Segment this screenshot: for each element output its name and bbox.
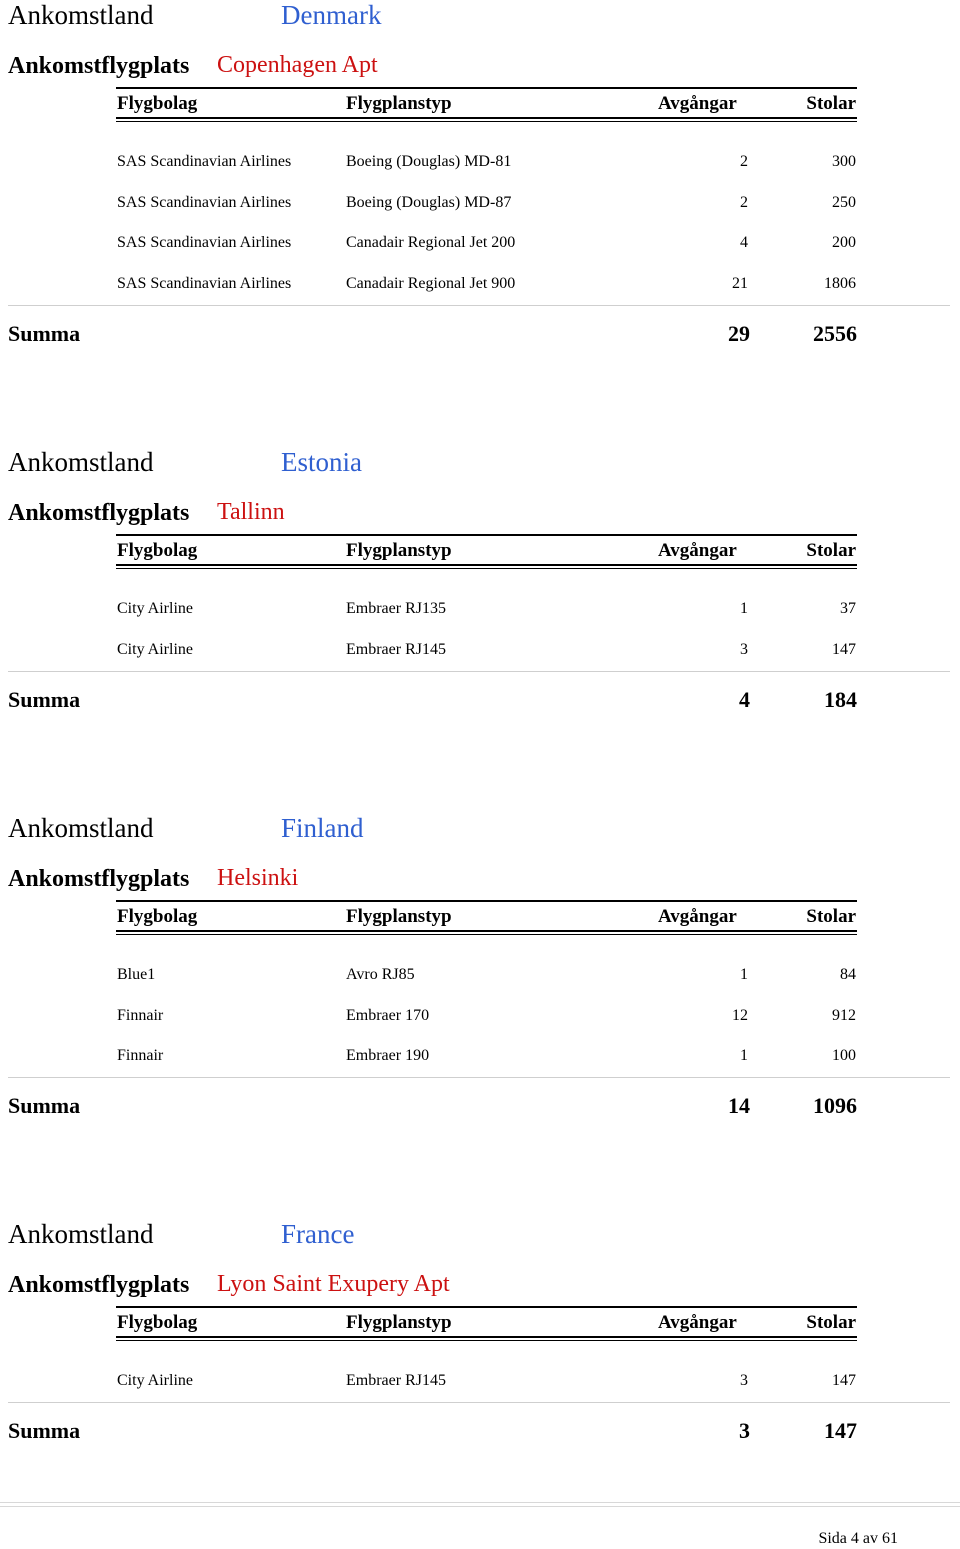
cell-aircraft: Canadair Regional Jet 900 (346, 275, 516, 292)
header-rule-bottom-thin (116, 121, 857, 122)
summary-row (0, 1093, 960, 1121)
cell-departures: 3 (740, 641, 748, 658)
cell-departures: 21 (732, 275, 748, 292)
cell-aircraft: Boeing (Douglas) MD-87 (346, 194, 512, 211)
column-header-departures: Avgångar (658, 1312, 737, 1333)
cell-airline: Blue1 (117, 966, 156, 983)
airport-label: Ankomstflygplats (8, 500, 190, 526)
header-rule-top (116, 900, 857, 902)
cell-seats: 147 (832, 1372, 856, 1389)
cell-seats: 147 (832, 641, 856, 658)
summary-rule (8, 671, 950, 672)
cell-departures: 1 (740, 600, 748, 617)
country-label: Ankomstland (8, 1219, 154, 1249)
header-rule-top (116, 1306, 857, 1308)
column-header-departures: Avgångar (658, 540, 737, 561)
cell-seats: 1806 (824, 275, 856, 292)
column-header-airline: Flygbolag (117, 540, 198, 561)
column-header-seats: Stolar (806, 906, 856, 927)
cell-airline: City Airline (117, 600, 193, 617)
summary-seats: 1096 (813, 1093, 857, 1118)
table-row (0, 193, 960, 217)
summary-seats: 184 (824, 687, 857, 712)
summary-departures: 14 (728, 1093, 750, 1118)
table-row (0, 152, 960, 176)
column-header-departures: Avgångar (658, 906, 737, 927)
summary-seats: 147 (824, 1418, 857, 1443)
country-value: Denmark (281, 0, 382, 30)
summary-departures: 29 (728, 321, 750, 346)
column-header-seats: Stolar (806, 540, 856, 561)
table-row (0, 1006, 960, 1030)
summary-label: Summa (8, 1093, 81, 1118)
airport-label: Ankomstflygplats (8, 866, 190, 892)
country-label: Ankomstland (8, 813, 154, 843)
column-header-aircraft: Flygplanstyp (346, 1312, 452, 1333)
section-denmark (0, 0, 960, 346)
cell-aircraft: Embraer RJ145 (346, 1372, 446, 1389)
column-header-airline: Flygbolag (117, 1312, 198, 1333)
table-row (0, 274, 960, 298)
cell-aircraft: Embraer RJ135 (346, 600, 446, 617)
cell-airline: Finnair (117, 1047, 164, 1064)
cell-seats: 37 (840, 600, 856, 617)
footer-rule (0, 1502, 960, 1503)
section-finland (0, 813, 960, 1143)
cell-seats: 300 (832, 153, 856, 170)
cell-seats: 250 (832, 194, 856, 211)
header-rule-bottom-thin (116, 568, 857, 569)
cell-departures: 1 (740, 966, 748, 983)
summary-departures: 4 (739, 687, 750, 712)
country-value: Estonia (281, 447, 362, 477)
cell-aircraft: Canadair Regional Jet 200 (346, 234, 516, 251)
cell-departures: 2 (740, 194, 748, 211)
summary-row (0, 687, 960, 715)
airport-value: Copenhagen Apt (217, 52, 378, 78)
cell-departures: 4 (740, 234, 748, 251)
header-rule-top (116, 87, 857, 89)
header-rule-bottom (116, 1336, 857, 1338)
country-value: France (281, 1219, 355, 1249)
country-label: Ankomstland (8, 447, 154, 477)
summary-seats: 2556 (813, 321, 857, 346)
summary-rule (8, 1402, 950, 1403)
header-rule-top (116, 534, 857, 536)
summary-departures: 3 (739, 1418, 750, 1443)
column-header-seats: Stolar (806, 1312, 856, 1333)
column-header-airline: Flygbolag (117, 93, 198, 114)
column-header-aircraft: Flygplanstyp (346, 906, 452, 927)
country-label: Ankomstland (8, 0, 154, 30)
cell-aircraft: Avro RJ85 (346, 966, 415, 983)
cell-seats: 200 (832, 234, 856, 251)
section-estonia (0, 447, 960, 777)
summary-rule (8, 1077, 950, 1078)
cell-seats: 84 (840, 966, 856, 983)
cell-airline: SAS Scandinavian Airlines (117, 234, 292, 251)
header-rule-bottom (116, 564, 857, 566)
column-header-departures: Avgångar (658, 93, 737, 114)
cell-aircraft: Boeing (Douglas) MD-81 (346, 153, 512, 170)
summary-label: Summa (8, 687, 81, 712)
table-row (0, 1371, 960, 1395)
summary-row (0, 1418, 960, 1446)
table-row (0, 599, 960, 623)
header-rule-bottom (116, 117, 857, 119)
page-number: Sida 4 av 61 (818, 1530, 898, 1547)
summary-rule (8, 305, 950, 306)
table-row (0, 640, 960, 664)
airport-label: Ankomstflygplats (8, 1272, 190, 1298)
cell-airline: SAS Scandinavian Airlines (117, 153, 292, 170)
column-header-seats: Stolar (806, 93, 856, 114)
section-france (0, 1219, 960, 1549)
summary-label: Summa (8, 321, 81, 346)
cell-seats: 100 (832, 1047, 856, 1064)
header-rule-bottom-thin (116, 1340, 857, 1341)
column-header-airline: Flygbolag (117, 906, 198, 927)
header-rule-bottom-thin (116, 934, 857, 935)
cell-aircraft: Embraer RJ145 (346, 641, 446, 658)
cell-seats: 912 (832, 1007, 856, 1024)
cell-aircraft: Embraer 170 (346, 1007, 430, 1024)
cell-departures: 2 (740, 153, 748, 170)
cell-airline: SAS Scandinavian Airlines (117, 194, 292, 211)
footer-rule-second (0, 1506, 960, 1507)
summary-row (0, 321, 960, 349)
airport-label: Ankomstflygplats (8, 53, 190, 79)
summary-label: Summa (8, 1418, 81, 1443)
column-header-aircraft: Flygplanstyp (346, 93, 452, 114)
table-row (0, 1046, 960, 1070)
column-header-aircraft: Flygplanstyp (346, 540, 452, 561)
cell-airline: SAS Scandinavian Airlines (117, 275, 292, 292)
airport-value: Lyon Saint Exupery Apt (217, 1271, 450, 1297)
table-row (0, 965, 960, 989)
cell-aircraft: Embraer 190 (346, 1047, 430, 1064)
airport-value: Helsinki (217, 865, 299, 891)
table-row (0, 233, 960, 257)
cell-airline: City Airline (117, 1372, 193, 1389)
country-value: Finland (281, 813, 364, 843)
cell-departures: 1 (740, 1047, 748, 1064)
cell-departures: 3 (740, 1372, 748, 1389)
cell-airline: City Airline (117, 641, 193, 658)
cell-departures: 12 (732, 1007, 748, 1024)
cell-airline: Finnair (117, 1007, 164, 1024)
airport-value: Tallinn (217, 499, 285, 525)
header-rule-bottom (116, 930, 857, 932)
